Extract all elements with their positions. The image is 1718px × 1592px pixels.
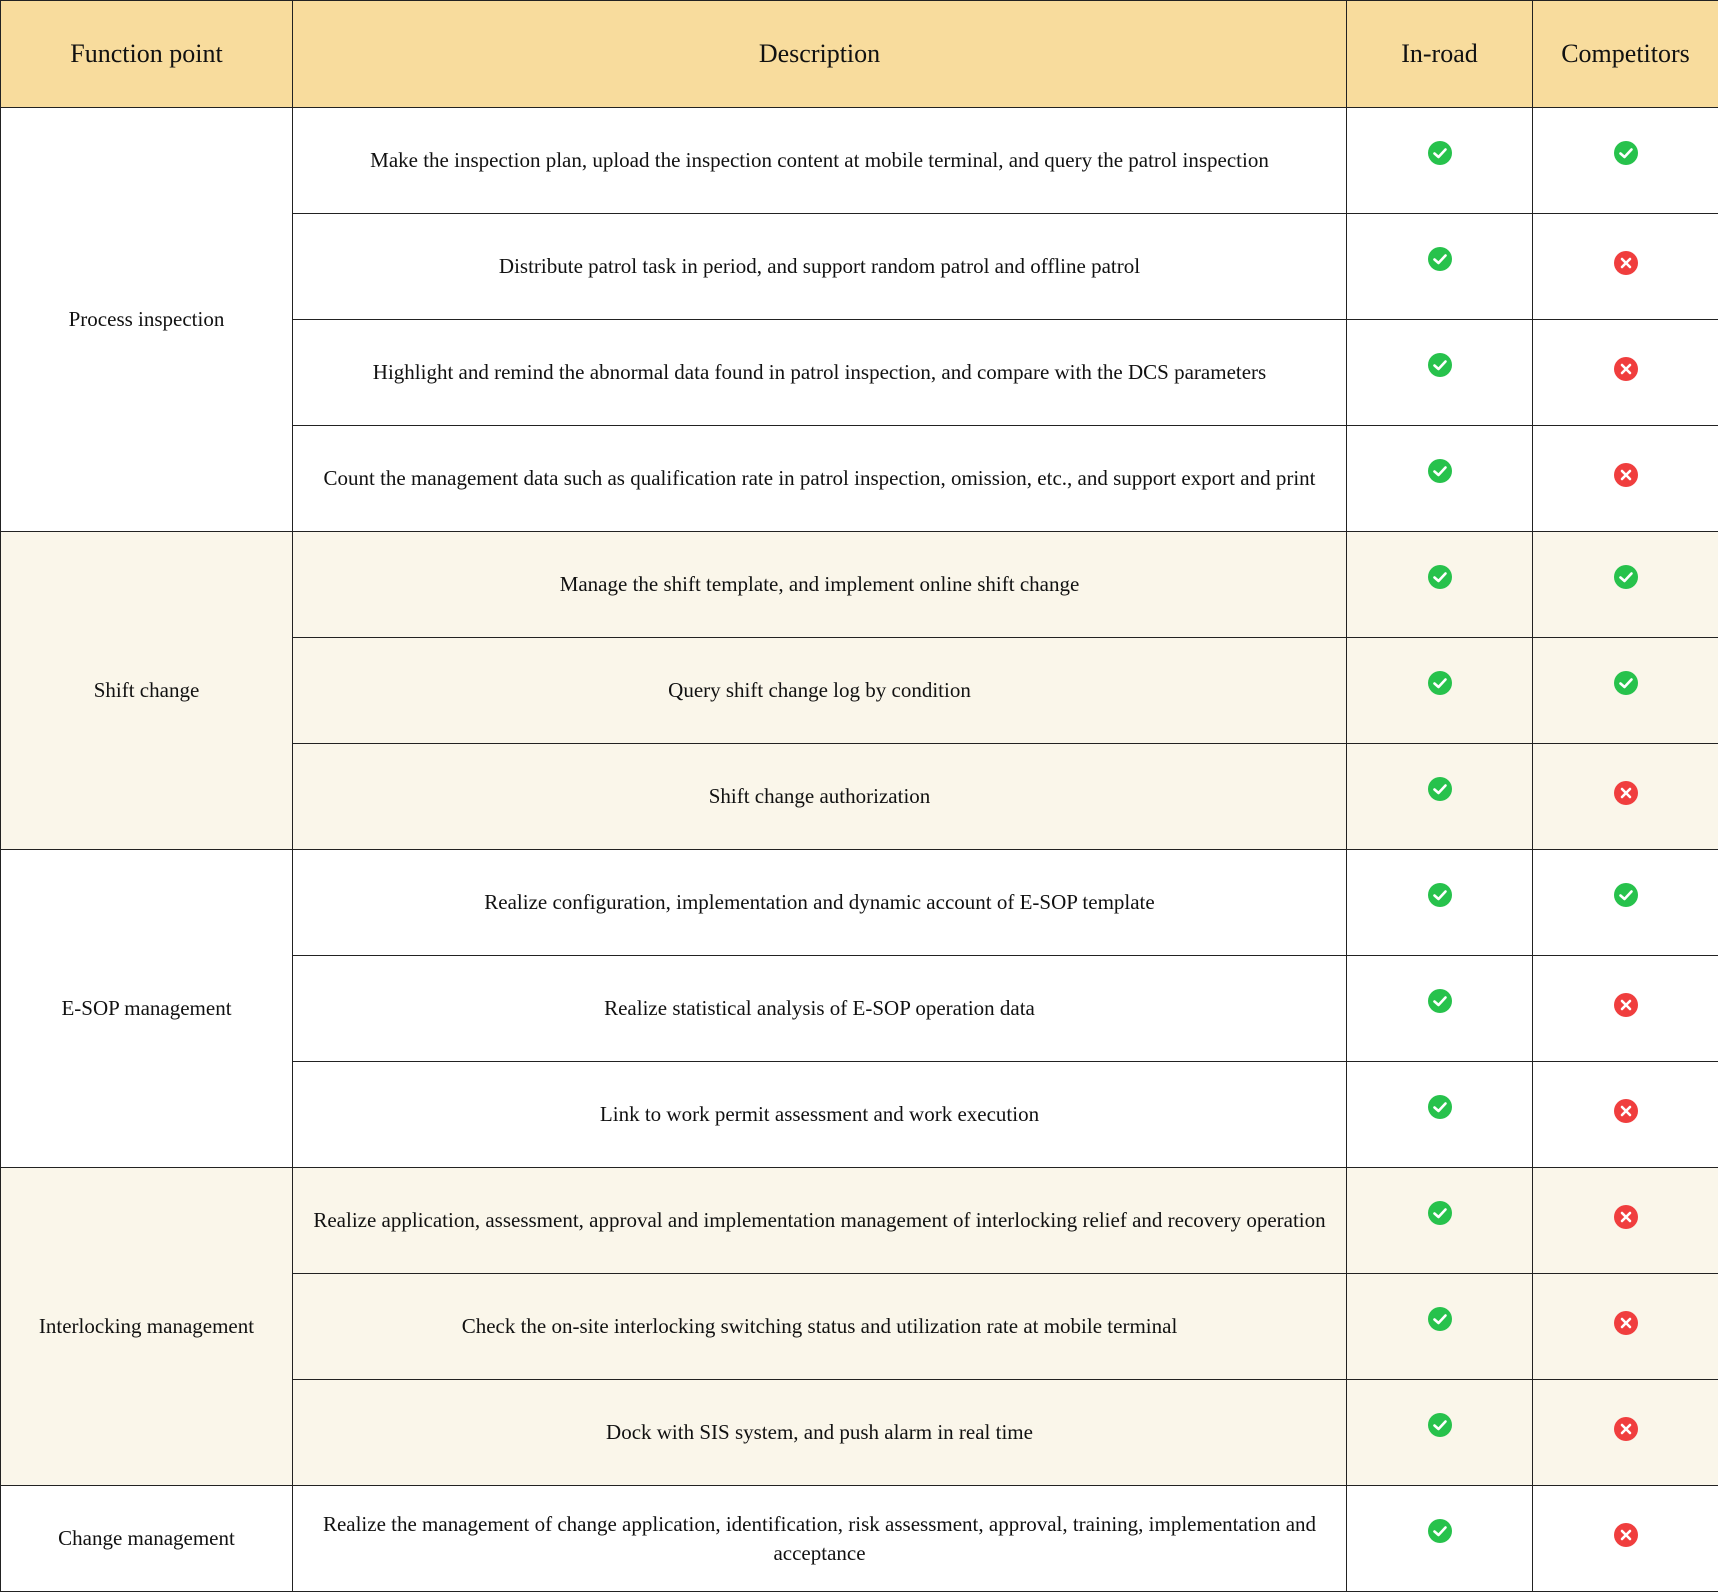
in-road-status-cell xyxy=(1347,1274,1533,1380)
column-header-in-road: In-road xyxy=(1347,1,1533,108)
description-cell: Query shift change log by condition xyxy=(293,638,1347,744)
cross-circle-icon xyxy=(1614,463,1638,487)
cross-circle-icon xyxy=(1614,1417,1638,1441)
competitors-status-cell xyxy=(1533,1486,1718,1592)
check-circle-icon xyxy=(1428,141,1452,165)
competitors-status-cell xyxy=(1533,426,1718,532)
check-circle-icon xyxy=(1428,671,1452,695)
check-circle-icon xyxy=(1428,1307,1452,1331)
competitors-status-cell xyxy=(1533,1274,1718,1380)
in-road-status-cell xyxy=(1347,1062,1533,1168)
in-road-status-cell xyxy=(1347,638,1533,744)
competitors-status-cell xyxy=(1533,320,1718,426)
competitors-status-cell xyxy=(1533,214,1718,320)
in-road-status-cell xyxy=(1347,744,1533,850)
header-row xyxy=(1,1,1718,108)
check-circle-icon xyxy=(1428,247,1452,271)
in-road-status-cell xyxy=(1347,532,1533,638)
description-cell: Realize application, assessment, approval and implementation management of interlocking relief and recovery operation xyxy=(293,1168,1347,1274)
cross-circle-icon xyxy=(1614,251,1638,275)
in-road-status-cell xyxy=(1347,108,1533,214)
check-circle-icon xyxy=(1428,989,1452,1013)
cross-circle-icon xyxy=(1614,357,1638,381)
function-group xyxy=(1,1486,1718,1592)
check-circle-icon xyxy=(1428,1201,1452,1225)
table-row xyxy=(1,108,1718,214)
column-header-description: Description xyxy=(293,1,1347,108)
check-circle-icon xyxy=(1614,883,1638,907)
description-cell: Realize statistical analysis of E-SOP operation data xyxy=(293,956,1347,1062)
cross-circle-icon xyxy=(1614,1205,1638,1229)
in-road-status-cell xyxy=(1347,850,1533,956)
cross-circle-icon xyxy=(1614,1311,1638,1335)
function-point-cell: Shift change xyxy=(1,532,293,850)
description-cell: Dock with SIS system, and push alarm in real time xyxy=(293,1380,1347,1486)
check-circle-icon xyxy=(1428,777,1452,801)
function-group xyxy=(1,108,1718,532)
table-row xyxy=(1,850,1718,956)
column-header-function-point: Function point xyxy=(1,1,293,108)
column-header-competitors: Competitors xyxy=(1533,1,1718,108)
check-circle-icon xyxy=(1428,1413,1452,1437)
in-road-status-cell xyxy=(1347,956,1533,1062)
description-cell: Distribute patrol task in period, and support random patrol and offline patrol xyxy=(293,214,1347,320)
description-cell: Manage the shift template, and implement online shift change xyxy=(293,532,1347,638)
competitors-status-cell xyxy=(1533,850,1718,956)
description-cell: Link to work permit assessment and work execution xyxy=(293,1062,1347,1168)
description-cell: Make the inspection plan, upload the inspection content at mobile terminal, and query the patrol inspection xyxy=(293,108,1347,214)
check-circle-icon xyxy=(1614,141,1638,165)
in-road-status-cell xyxy=(1347,214,1533,320)
function-group xyxy=(1,1168,1718,1486)
description-cell: Shift change authorization xyxy=(293,744,1347,850)
in-road-status-cell xyxy=(1347,426,1533,532)
check-circle-icon xyxy=(1428,883,1452,907)
table-row xyxy=(1,532,1718,638)
function-group xyxy=(1,532,1718,850)
check-circle-icon xyxy=(1614,565,1638,589)
function-group xyxy=(1,850,1718,1168)
cross-circle-icon xyxy=(1614,1099,1638,1123)
check-circle-icon xyxy=(1428,1095,1452,1119)
in-road-status-cell xyxy=(1347,320,1533,426)
competitors-status-cell xyxy=(1533,956,1718,1062)
description-cell: Realize the management of change application, identification, risk assessment, approval, training, implementation and acceptance xyxy=(293,1486,1347,1592)
competitors-status-cell xyxy=(1533,1062,1718,1168)
function-point-cell: Interlocking management xyxy=(1,1168,293,1486)
check-circle-icon xyxy=(1614,671,1638,695)
description-cell: Highlight and remind the abnormal data found in patrol inspection, and compare with the DCS parameters xyxy=(293,320,1347,426)
cross-circle-icon xyxy=(1614,993,1638,1017)
in-road-status-cell xyxy=(1347,1168,1533,1274)
table-row xyxy=(1,1486,1718,1592)
in-road-status-cell xyxy=(1347,1380,1533,1486)
check-circle-icon xyxy=(1428,459,1452,483)
competitors-status-cell xyxy=(1533,108,1718,214)
in-road-status-cell xyxy=(1347,1486,1533,1592)
cross-circle-icon xyxy=(1614,781,1638,805)
description-cell: Check the on-site interlocking switching status and utilization rate at mobile terminal xyxy=(293,1274,1347,1380)
cross-circle-icon xyxy=(1614,1523,1638,1547)
check-circle-icon xyxy=(1428,565,1452,589)
check-circle-icon xyxy=(1428,353,1452,377)
function-point-cell: Process inspection xyxy=(1,108,293,532)
description-cell: Count the management data such as qualification rate in patrol inspection, omission, etc., and support export and print xyxy=(293,426,1347,532)
competitors-status-cell xyxy=(1533,638,1718,744)
competitors-status-cell xyxy=(1533,1380,1718,1486)
function-point-cell: Change management xyxy=(1,1486,293,1592)
competitors-status-cell xyxy=(1533,1168,1718,1274)
competitors-status-cell xyxy=(1533,532,1718,638)
function-point-cell: E-SOP management xyxy=(1,850,293,1168)
table-row xyxy=(1,1168,1718,1274)
competitors-status-cell xyxy=(1533,744,1718,850)
description-cell: Realize configuration, implementation and dynamic account of E-SOP template xyxy=(293,850,1347,956)
check-circle-icon xyxy=(1428,1519,1452,1543)
table-header xyxy=(1,1,1718,108)
